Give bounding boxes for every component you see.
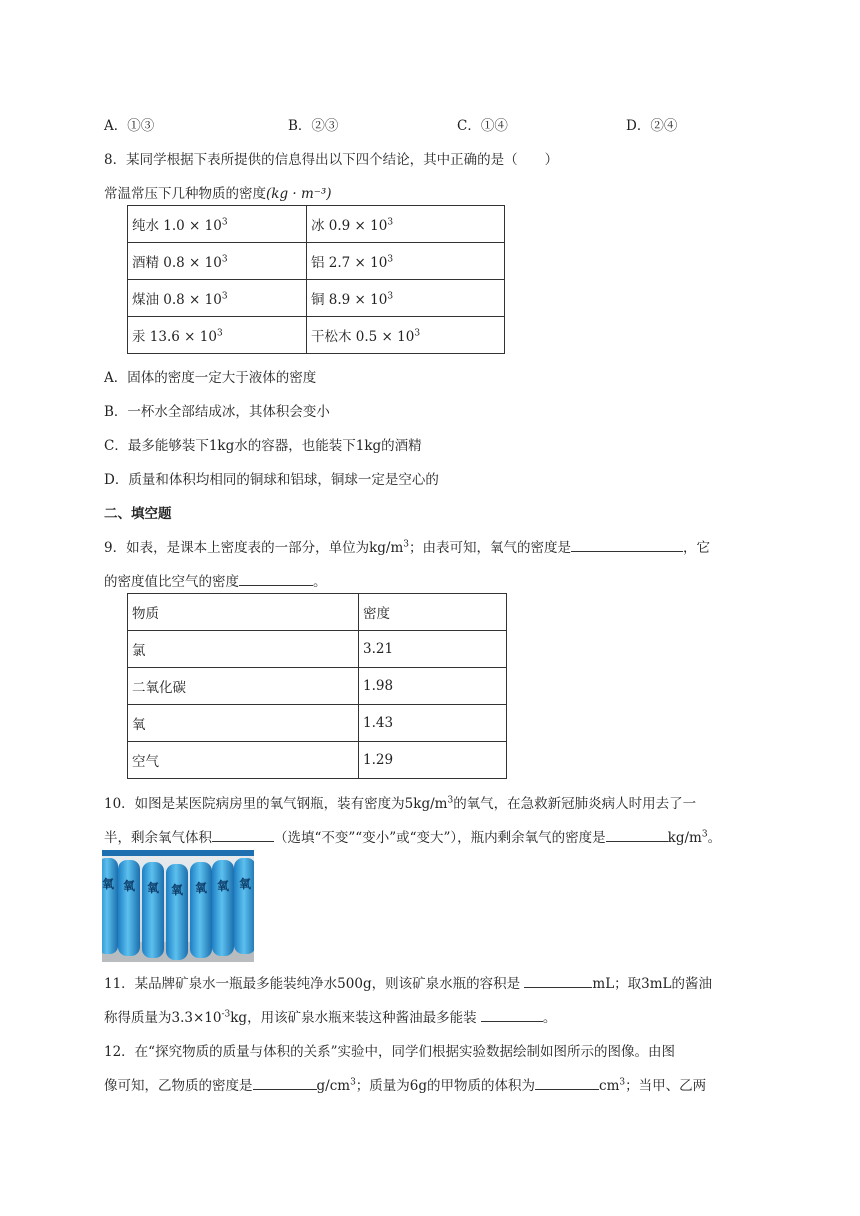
answer-blank[interactable] xyxy=(535,1075,599,1090)
cylinder-label: 氧 xyxy=(171,883,184,897)
cylinder-label: 氧 xyxy=(217,879,230,893)
answer-blank[interactable] xyxy=(524,973,592,988)
table-cell: 二氧化碳 xyxy=(128,668,359,705)
q9-line2: 的密度值比空气的密度 。 xyxy=(104,570,327,590)
table-row xyxy=(128,243,505,280)
q12-line2: 像可知，乙物质的密度是 $g/cm^3$；质量为6g的甲物质的体积为 $cm^3$；当甲、乙两 xyxy=(104,1074,706,1094)
q7-option-c: C．①④ xyxy=(457,118,508,134)
table-cell: 1.98 xyxy=(359,668,507,705)
q8-choice-a: A．固体的密度一定大于液体的密度 xyxy=(104,370,317,386)
table-cell: 纯水 $1.0 \times 10^3$ xyxy=(128,206,307,243)
q8-caption xyxy=(104,182,332,202)
table-row xyxy=(128,317,505,354)
answer-blank[interactable] xyxy=(253,1075,317,1090)
q8-stem: 8．某同学根据下表所提供的信息得出以下四个结论，其中正确的是（ ） xyxy=(104,152,559,168)
answer-blank[interactable] xyxy=(571,537,683,552)
table-row xyxy=(128,594,507,631)
table-row xyxy=(128,668,507,705)
q8-choice-d: D．质量和体积均相同的铜球和铝球，铜球一定是空心的 xyxy=(104,472,439,488)
table-cell: 铝 $2.7 \times 10^3$ xyxy=(307,243,505,280)
table-cell: 干松木 $0.5 \times 10^3$ xyxy=(307,317,505,354)
table-row xyxy=(128,206,505,243)
table-header-cell: 密度 xyxy=(359,594,507,631)
cylinder-label: 氧 xyxy=(195,881,208,895)
table-header-cell: 物质 xyxy=(128,594,359,631)
answer-blank[interactable] xyxy=(239,571,313,586)
oxygen-cylinders-photo xyxy=(102,850,254,962)
q10-line2: 半，剩余氧气体积 （选填“不变”“变小”或“变大”），瓶内剩余氧气的密度是 $kg/m^3$。 xyxy=(104,826,721,846)
q8-caption-text: 常温常压下几种物质的密度 xyxy=(104,186,266,202)
answer-blank[interactable] xyxy=(212,827,274,842)
q8-density-table xyxy=(127,205,505,354)
section-title: 二、填空题 xyxy=(104,506,172,522)
table-row xyxy=(128,280,505,317)
q9-line1: 9．如表，是课本上密度表的一部分，单位为$kg/m^3$；由表可知，氧气的密度是 ，它 xyxy=(104,536,710,556)
cylinder-label: 氧 xyxy=(239,877,252,891)
table-cell: 1.43 xyxy=(359,705,507,742)
q12-line1: 12．在“探究物质的质量与体积的关系”实验中，同学们根据实验数据绘制如图所示的图像。由图 xyxy=(104,1044,675,1060)
table-row xyxy=(128,705,507,742)
q7-option-b: B．②③ xyxy=(288,118,339,134)
q11-line2: 称得质量为$3.3\times 10^{-3}kg$，用该矿泉水瓶来装这种酱油最多能装 。 xyxy=(104,1006,556,1026)
q7-option-a: A．①③ xyxy=(104,118,155,134)
table-cell: 1.29 xyxy=(359,742,507,779)
cylinder-label: 氧 xyxy=(147,881,160,895)
table-cell: 汞 $13.6 \times 10^3$ xyxy=(128,317,307,354)
q8-choice-c: C．最多能够装下1kg水的容器，也能装下1kg的酒精 xyxy=(104,438,422,454)
table-row xyxy=(128,631,507,668)
answer-blank[interactable] xyxy=(481,1007,543,1022)
table-cell: 酒精 $0.8 \times 10^3$ xyxy=(128,243,307,280)
q7-option-d: D．②④ xyxy=(626,118,678,134)
table-cell: 空气 xyxy=(128,742,359,779)
q11-line1: 11．某品牌矿泉水一瓶最多能装纯净水500g，则该矿泉水瓶的容积是 mL；取3mL的酱油 xyxy=(104,972,712,992)
table-cell: 氧 xyxy=(128,705,359,742)
q7-options xyxy=(104,114,744,134)
cylinder-label: 氧 xyxy=(102,877,115,891)
table-cell: 煤油 $0.8 \times 10^3$ xyxy=(128,280,307,317)
cylinder-label: 氧 xyxy=(123,879,136,893)
q9-density-table xyxy=(127,593,507,779)
q8-choice-b: B．一杯水全部结成冰，其体积会变小 xyxy=(104,404,330,420)
q10-line1: 10．如图是某医院病房里的氧气钢瓶，装有密度为$5kg/m^3$的氧气，在急救新冠肺炎病人时用去了一 xyxy=(104,795,697,812)
q8-caption-unit: (kg · m⁻³) xyxy=(266,186,332,202)
table-row xyxy=(128,742,507,779)
table-cell: 铜 $8.9 \times 10^3$ xyxy=(307,280,505,317)
answer-blank[interactable] xyxy=(606,827,668,842)
oxygen-cylinders-illustration xyxy=(102,850,254,962)
table-cell: 氯 xyxy=(128,631,359,668)
table-cell: 3.21 xyxy=(359,631,507,668)
table-cell: 冰 $0.9 \times 10^3$ xyxy=(307,206,505,243)
